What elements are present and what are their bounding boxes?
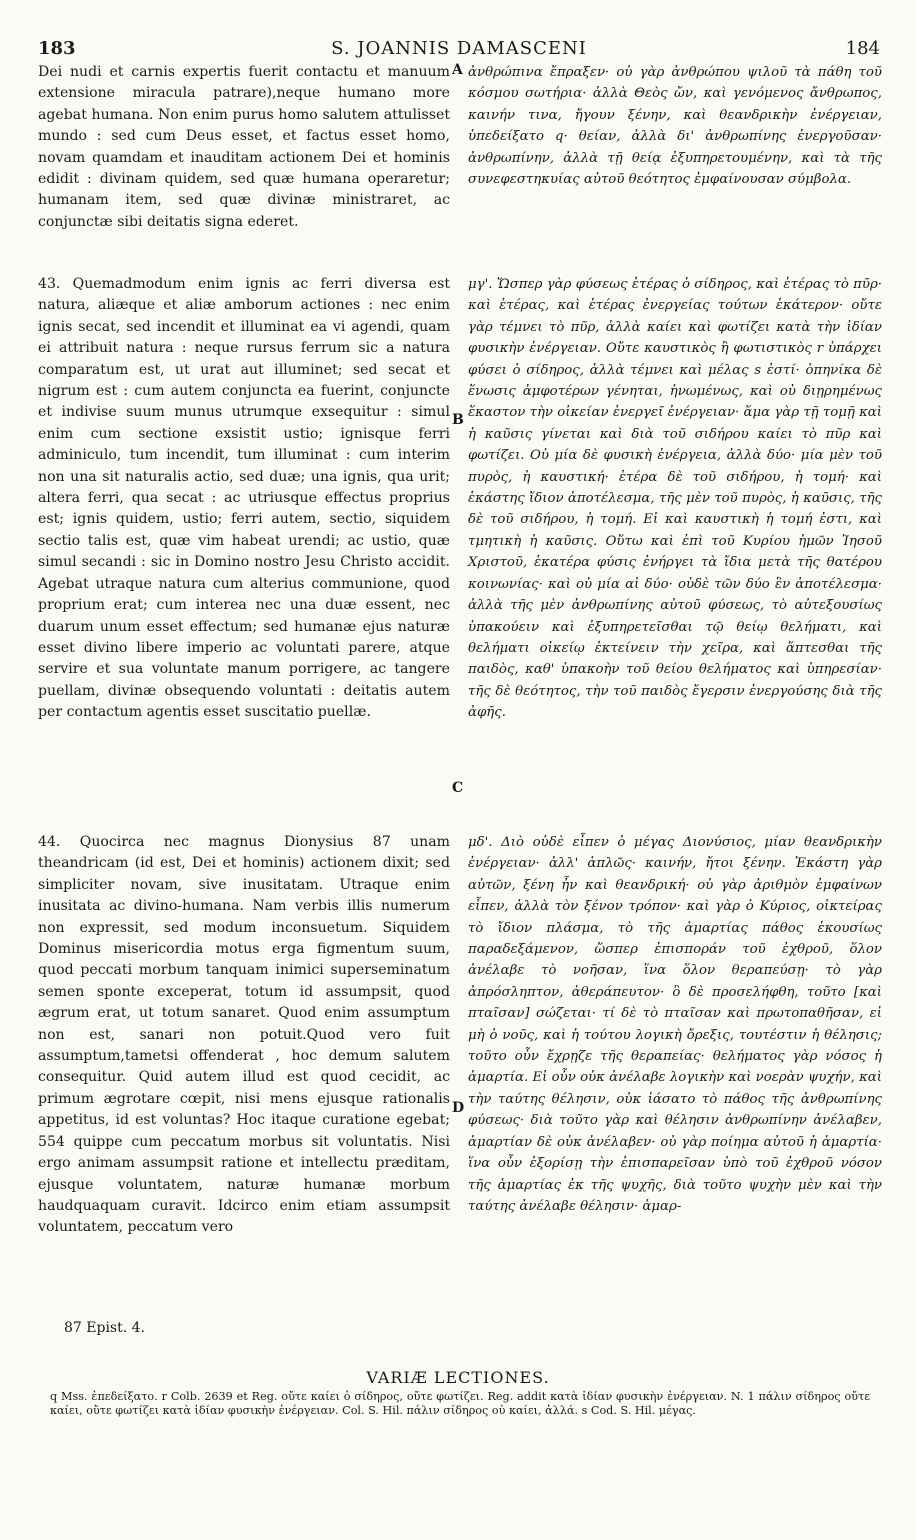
page-number-left: 183 (38, 38, 76, 59)
latin-paragraph-43: 43. Quemadmodum enim ignis ac ferri diversa est natura, aliæque et aliæ amborum actiones : nec enim ignis secat, sed incendit et illuminat ea vi agendi, quam ei attribuit natura : neque rursus ferrum sic a natura comparatum est, ut urat aut illuminet; sed secat et nigrum est : cum autem conjuncta ea fuerint, conjuncte et indivise suum munus utrumque exsequitur : simul enim cum sectione exsistit ustio; ignisque ferri adminiculo, tum incendit, tum illuminat : cum interim non una sit naturalis actio, sed duæ; una ignis, qua urit; altera ferri, qua secat : ac utriusque effectus proprius est; ignis quidem, ustio; ferri autem, sectio, siquidem sectio talis est, quæ vim habeat urendi; ac ustio, quæ simul secandi : sic in Domino nostro Jesu Christo accidit. Agebat utraque natura cum alterius communione, quod proprium erat; cum interea nec una duæ essent, nec duarum unum esset effectum; sed humanæ ejus naturæ esset divino libere imperio ac voluntati parere, atque servire et sua voluntate manum porrigere, ac tangere puellam, divinæ obsequendo voluntati : deitatis autem per contactum agentis esset suscitatio puellæ. (38, 276, 450, 721)
running-header (38, 38, 880, 62)
margin-letter-a: A (452, 62, 463, 78)
greek-paragraph-intro: ἀνθρώπινα ἔπραξεν· οὐ γὰρ ἀνθρώπου ψιλοῦ τὰ πάθη τοῦ κόσμου σωτήρια· ἀλλὰ Θεὸς ὤν, καὶ γενόμενος ἄνθρωπος, καινήν τινα, ἤγουν ξένην, καὶ θεανδρικὴν ἐνέργειαν, ὑπεδείξατο q· θείαν, ἀλλὰ δι' ἀνθρωπίνης ἐνεργοῦσαν· ἀνθρωπίνην, ἀλλὰ τῇ θείᾳ ἐξυπηρετουμένην, καὶ τὰ τῆς συνεφεστηκυίας αὐτοῦ θεότητος ἐμφαίνουσαν σύμβολα. (468, 65, 882, 188)
margin-letter-b: B (452, 412, 464, 428)
page-number-right: 184 (845, 38, 880, 59)
variae-lectiones-title: VARIÆ LECTIONES. (366, 1368, 550, 1387)
greek-paragraph-44: μδ'. Διὸ οὐδὲ εἶπεν ὁ μέγας Διονύσιος, μίαν θεανδρικὴν ἐνέργειαν· ἀλλ' ἁπλῶς· καινήν, ἤτοι ξένην. Ἑκάστη γὰρ αὐτῶν, ξένη ἦν καὶ θεανδρική· οὐ γὰρ ἀριθμὸν ἐμφαίνων εἶπεν, ἀλλὰ τὸν ξένον τρόπον· καὶ γὰρ ὁ Κύριος, οἰκτείρας τὸ ἴδιον πλάσμα, τὸ τῆς ἁμαρτίας πάθος ἑκουσίως παραδεξάμενον, ὥσπερ ἐπισποράν τοῦ ἐχθροῦ, ὅλον ἀνέλαβε τὸ νοῆσαν, ἵνα ὅλον θεραπεύσῃ· τὸ γὰρ ἀπρόσληπτον, ἀθεράπευτον· ὃ δὲ προσελήφθη, τοῦτο [καὶ πταῖσαν] σώζεται· τί δὲ τὸ πταῖσαν καὶ πρωτοπαθῆσαν, εἰ μὴ ὁ νοῦς, καὶ ἡ τούτου λογικὴ ὄρεξις, τουτέστιν ἡ θέλησις; τοῦτο οὖν ἔχρῃζε τῆς θεραπείας· θελήματος γὰρ νόσος ἡ ἁμαρτία. Εἰ οὖν οὐκ ἀνέλαβε λογικὴν καὶ νοερὰν ψυχήν, καὶ τὴν ταύτης θέλησιν, οὐκ ἰάσατο τὸ πάθος τῆς ἀνθρωπίνης φύσεως· διὰ τοῦτο γὰρ καὶ θέλησιν ἀνθρωπίνην ἀνέλαβεν, ἁμαρτίαν δὲ οὐκ ἀνέλαβεν· οὐ γὰρ ποίημα αὐτοῦ ἡ ἁμαρτία· ἵνα οὖν ἐξορίσῃ τὴν ἐπισπαρεῖσαν ὑπὸ τοῦ ἐχθροῦ νόσον τῆς ἁμαρτίας ἐκ τῆς ψυχῆς, διὰ τοῦτο ψυχὴν μὲν καὶ τὴν ταύτης ἀνέλαβε θέλησιν· ἁμαρ- (468, 835, 882, 1214)
latin-paragraph-intro: Dei nudi et carnis expertis fuerit contactu et manuum extensione miracula patrare),neque humano more agebat humana. Non enim purus homo salutem attulisset mundo : sed cum Deus esset, et factus esset homo, novam quamdam et inauditam actionem Dei et hominis edidit : divinam quidem, sed quæ humana operaretur; humanam item, sed quæ divinæ ministraret, ac conjunctæ sibi deitatis signa ederet. (38, 64, 450, 230)
latin-paragraph-44: 44. Quocirca nec magnus Dionysius 87 unam theandricam (id est, Dei et hominis) actionem dixit; sed simpliciter novam, sive inusitatam. Utraque enim inusitata ac divino-humana. Nam verbis illis numerum non expressit, sed modum inconsuetum. Siquidem Dominus misericordia motus erga figmentum suum, quod peccati morbum tanquam inimici superseminatum semen sponte exceperat, totum id assumpsit, quod ægrum erat, ut totum sanaret. Quod enim assumptum non est, sanari non potuit.Quod vero fuit assumptum,tametsi offenderat , hoc demum salutem consequitur. Quid autem illud est quod cecidit, ac primum ægrotare cœpit, nisi mens ejusque rationalis appetitus, id est voluntas? Hoc itaque curatione egebat; 554 quippe cum peccatum morbus sit voluntatis. Nisi ergo animam assumpsit ratione et intellectu præditam, ejusque voluntatem, naturæ humanæ morbum haudquaquam curavit. Idcirco enim etiam assumpsit voluntatem, peccatum vero (38, 834, 450, 1236)
variae-lectiones-text: q Mss. ἐπεδείξατο. r Colb. 2639 et Reg. οὔτε καίει ὁ σίδηρος, οὔτε φωτίζει. Reg. addit κατὰ ἰδίαν φυσικὴν ἐνέργειαν. N. 1 πάλιν σίδηρος οὔτε καίει, οὔτε φωτίζει κατὰ ἰδίαν φυσικὴν ἐνέργειαν. Col. S. Hil. πάλιν σίδηρος οὐ καίει, ἀλλά. s Cod. S. Hil. μέγας. (50, 1390, 870, 1417)
margin-letter-c: C (452, 780, 464, 796)
greek-paragraph-43: μγ'. Ὥσπερ γὰρ φύσεως ἑτέρας ὁ σίδηρος, καὶ ἑτέρας τὸ πῦρ· καὶ ἑτέρας, καὶ ἑτέρας ἐνεργείας τούτων ἑκάτερον· οὔτε γὰρ τέμνει τὸ πῦρ, ἀλλὰ καίει καὶ φωτίζει κατὰ τὴν ἰδίαν φυσικὴν ἐνέργειαν. Οὔτε καυστικὸς ἢ φωτιστικὸς r ὑπάρχει φύσει ὁ σίδηρος, ἀλλὰ τέμνει καὶ μέλας s ἐστί· ὁπηνίκα δὲ ἕνωσις ἀμφοτέρων γένηται, ἡνωμένως, καὶ οὐ διῃρημένως ἕκαστον τὴν οἰκείαν ἐνεργεῖ ἐνέργειαν· ἅμα γὰρ τῇ τομῇ καὶ ἡ καῦσις γίνεται καὶ διὰ τοῦ σιδήρου καίει τὸ πῦρ καὶ φωτίζει. Οὐ μία δὲ φυσικὴ ἐνέργεια, ἀλλὰ δύο· μία μὲν τοῦ πυρὸς, ἡ καυστική· ἑτέρα δὲ τοῦ σιδήρου, ἡ τομή· καὶ ἑκάστης ἴδιον ἀποτέλεσμα, τῆς μὲν τοῦ πυρὸς, ἡ καῦσις, τῆς δὲ τοῦ σιδήρου, ἡ τομή. Εἰ καὶ καυστικὴ ἡ τομή ἐστι, καὶ τμητικὴ ἡ καῦσις. Οὕτω καὶ ἐπὶ τοῦ Κυρίου ἡμῶν Ἰησοῦ Χριστοῦ, ἑκατέρα φύσις ἐνήργει τὰ ἴδια μετὰ τῆς θατέρου κοινωνίας· καὶ οὐ μία αἱ δύο· οὐδὲ τῶν δύο ἓν ἀποτέλεσμα· ἀλλὰ τῆς μὲν ἀνθρωπίνης αὐτοῦ φύσεως, τὸ αὐτεξουσίως ὑπακούειν καὶ ἐξυπηρετεῖσθαι τῷ θείῳ θελήματι, καὶ θελήματι οἰκείῳ ἐκτείνειν τὴν χεῖρα, καὶ ἅπτεσθαι τῆς παιδὸς, καθ' ὑπακοὴν τοῦ θείου θελήματος καὶ ὑπηρεσίαν· τῆς δὲ θεότητος, τὴν τοῦ παιδὸς ἔγερσιν ἐνεργούσης διὰ τῆς ἀφῆς. (468, 277, 882, 721)
latin-footnote: 87 Epist. 4. (64, 1320, 145, 1336)
margin-letter-d: D (452, 1100, 465, 1116)
running-head-title: S. JOANNIS DAMASCENI (331, 38, 587, 59)
